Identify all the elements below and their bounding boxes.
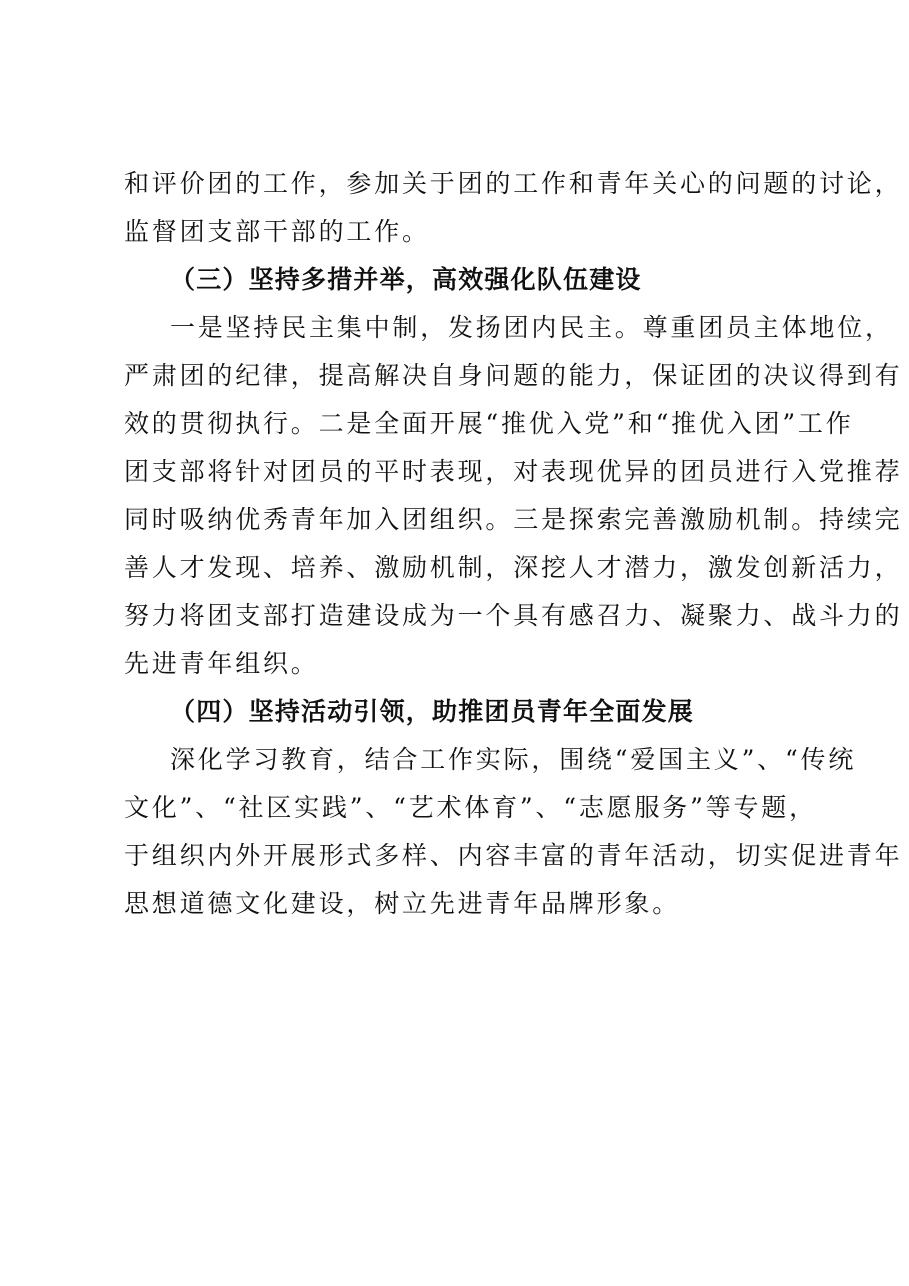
text-line-11: 先进青年组织。 bbox=[124, 649, 319, 678]
text-line-8: 同时吸纳优秀青年加入团组织。三是探索完善激励机制。持续完 bbox=[124, 505, 903, 534]
text-line-6: 效的贯彻执行。二是全面开展“推优入党”和“推优入团”工作 bbox=[124, 409, 854, 438]
text-line-4: 一是坚持民主集中制，发扬团内民主。尊重团员主体地位， bbox=[170, 313, 893, 342]
text-line-15: 于组织内外开展形式多样、内容丰富的青年活动，切实促进青年 bbox=[124, 841, 903, 870]
text-line-1: 和评价团的工作，参加关于团的工作和青年关心的问题的讨论， bbox=[124, 169, 903, 198]
text-line-2: 监督团支部干部的工作。 bbox=[124, 217, 430, 246]
section-heading-4: （四）坚持活动引领，助推团员青年全面发展 bbox=[170, 697, 695, 726]
text-line-10: 努力将团支部打造建设成为一个具有感召力、凝聚力、战斗力的 bbox=[124, 601, 903, 630]
section-heading-3: （三）坚持多措并举，高效强化队伍建设 bbox=[170, 265, 642, 294]
text-line-14: 文化”、“社区实践”、“艺术体育”、“志愿服务”等专题， bbox=[124, 793, 817, 822]
text-line-5: 严肃团的纪律，提高解决自身问题的能力，保证团的决议得到有 bbox=[124, 361, 903, 390]
text-line-13: 深化学习教育，结合工作实际，围绕“爱国主义”、“传统 bbox=[170, 745, 857, 774]
text-line-7: 团支部将针对团员的平时表现，对表现优异的团员进行入党推荐 bbox=[124, 457, 903, 486]
text-line-9: 善人才发现、培养、激励机制，深挖人才潜力，激发创新活力， bbox=[124, 553, 903, 582]
text-line-16: 思想道德文化建设，树立先进青年品牌形象。 bbox=[124, 889, 681, 918]
